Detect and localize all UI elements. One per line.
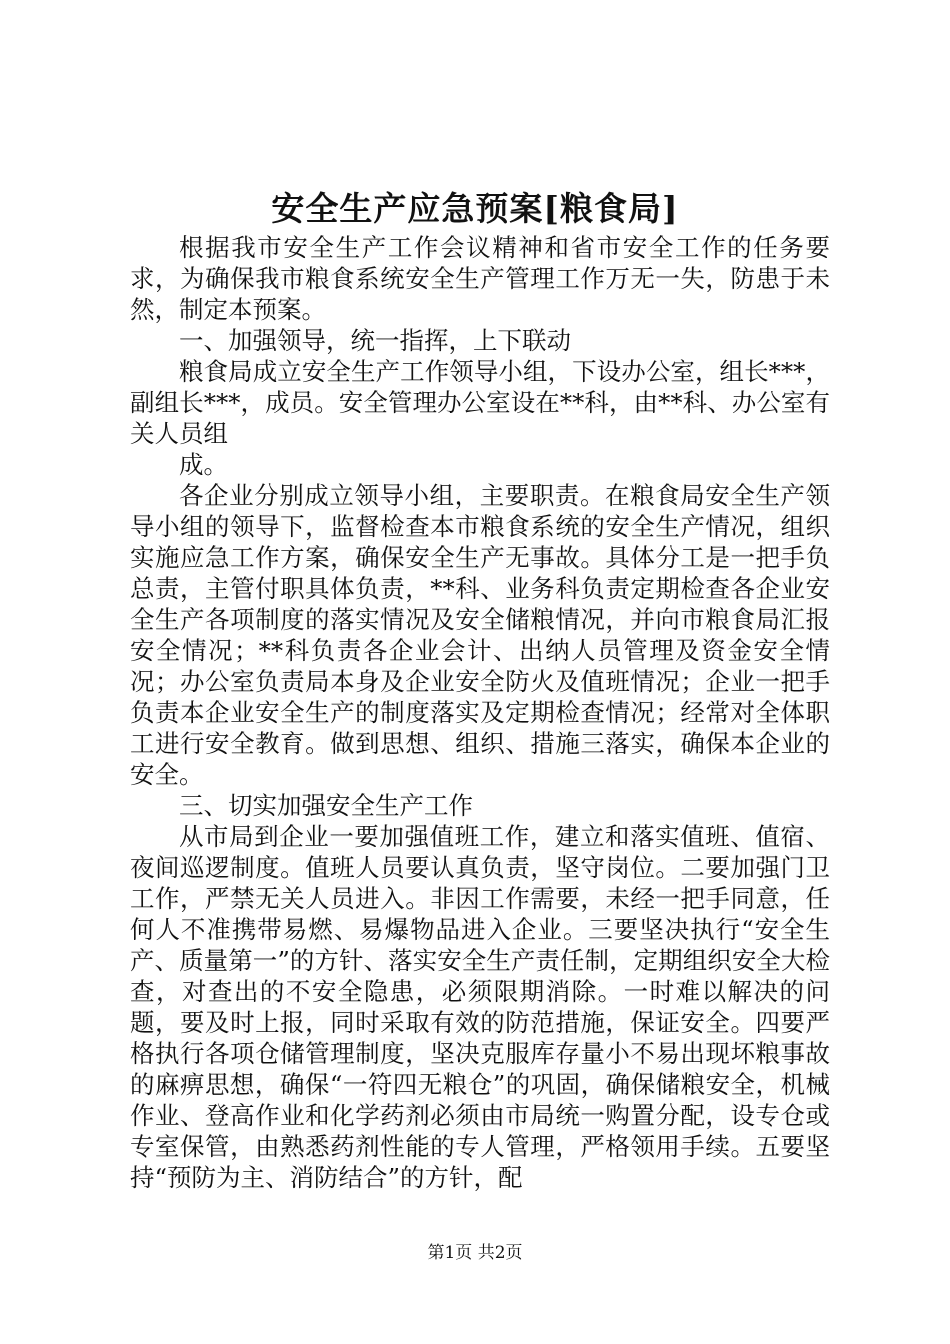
paragraph-safety-work: 从市局到企业一要加强值班工作，建立和落实值班、值宿、夜间巡逻制度。值班人员要认真负责，坚守岗位。二要加强门卫工作，严禁无关人员进入。非因工作需要，未经一把手同意，任何人不准携带易燃、易爆物品进入企业。三要坚决执行“安全生产、质量第一”的方针、落实安全生产责任制，定期组织安全大检查，对查出的不安全隐患，必须限期消除。一时难以解决的问题，要及时上报，同时采取有效的防范措施，保证安全。四要严格执行各项仓储管理制度，坚决克服库存量小不易出现坏粮事故的麻痹思想，确保“一符四无粮仓”的巩固，确保储粮安全，机械作业、登高作业和化学药剂必须由市局统一购置分配，设专仓或专室保管，由熟悉药剂性能的专人管理，严格领用手续。五要坚持“预防为主、消防结合”的方针，配: [130, 822, 830, 1192]
paragraph-leadership-group-end: 成。: [179, 450, 228, 479]
page-title: 安全生产应急预案[粮食局]: [271, 189, 679, 228]
page-footer: 第1页 共2页: [427, 1243, 523, 1263]
section-heading-1: 一、加强领导，统一指挥，上下联动: [179, 326, 571, 355]
paragraph-intro: 根据我市安全生产工作会议精神和省市安全工作的任务要求，为确保我市粮食系统安全生产管理工作万无一失，防患于未然，制定本预案。: [130, 233, 830, 324]
document-body: [130, 232, 830, 1193]
paragraph-leadership-group: 粮食局成立安全生产工作领导小组，下设办公室，组长***，副组长***，成员。安全管理办公室设在**科，由**科、办公室有关人员组: [130, 357, 830, 448]
section-heading-3: 三、切实加强安全生产工作: [179, 791, 473, 820]
paragraph-enterprise-duties: 各企业分别成立领导小组，主要职责。在粮食局安全生产领导小组的领导下，监督检查本市粮食系统的安全生产情况，组织实施应急工作方案，确保安全生产无事故。具体分工是一把手负总责，主管付职具体负责，**科、业务科负责定期检查各企业安全生产各项制度的落实情况及安全储粮情况，并向市粮食局汇报安全情况；**科负责各企业会计、出纳人员管理及资金安全情况；办公室负责局本身及企业安全防火及值班情况；企业一把手负责本企业安全生产的制度落实及定期检查情况；经常对全体职工进行安全教育。做到思想、组织、措施三落实，确保本企业的安全。: [130, 481, 830, 789]
